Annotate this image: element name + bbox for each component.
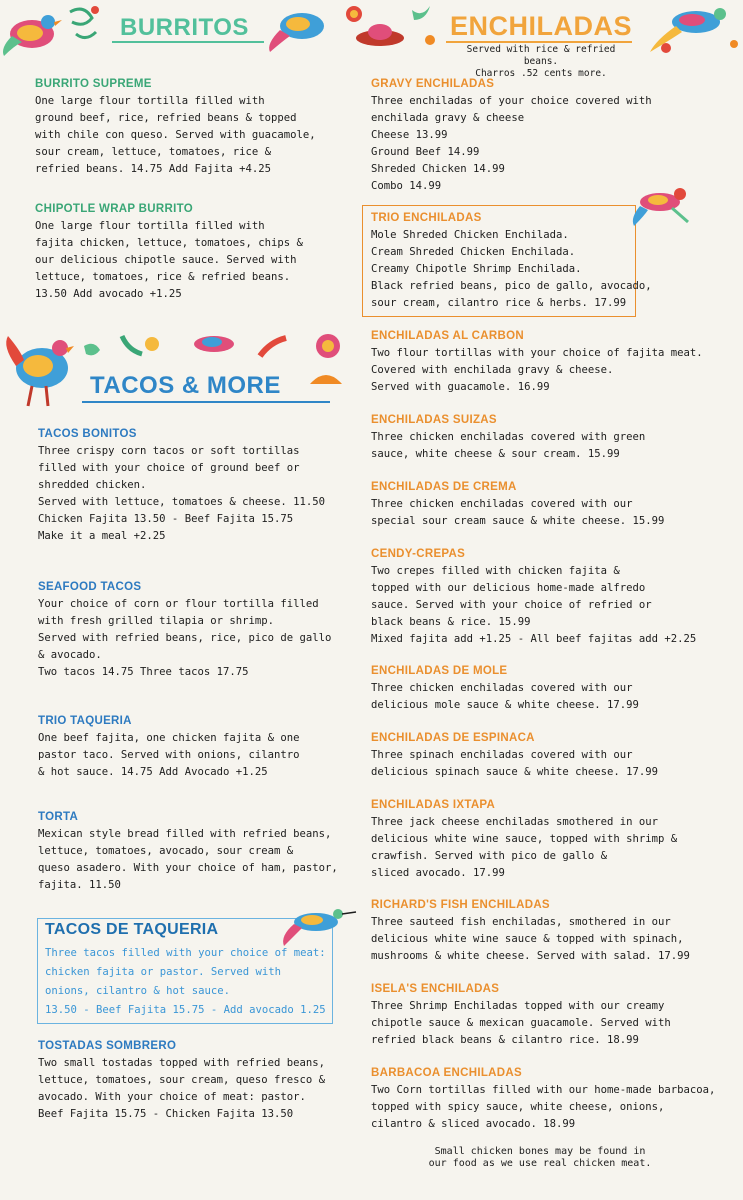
- item-description-line: Mexican style bread filled with refried beans,: [38, 828, 332, 840]
- menu-item-chipotle-wrap-burrito: [35, 203, 303, 303]
- item-name: TORTA: [38, 811, 79, 823]
- item-name: ENCHILADAS DE MOLE: [371, 665, 508, 677]
- menu-item-barbacoa-enchiladas: [371, 1067, 715, 1133]
- item-description-line: fajita. 11.50: [38, 879, 121, 891]
- item-description-line: Beef Fajita 15.75 - Chicken Fajita 13.50: [38, 1108, 294, 1120]
- item-name: ENCHILADAS AL CARBON: [371, 330, 524, 342]
- item-description-line: chicken fajita or pastor. Served with: [45, 966, 281, 978]
- item-description-line: refried beans. 14.75 Add Fajita +4.25: [35, 163, 271, 175]
- menu-item-tostadas-sombrero: [38, 1040, 325, 1123]
- item-description-line: Three tacos filled with your choice of meat:: [45, 947, 326, 959]
- menu-item-enchiladas-al-carbon: [371, 330, 703, 396]
- item-name: SEAFOOD TACOS: [38, 581, 142, 593]
- item-description-line: Served with lettuce, tomatoes & cheese. 11.50: [38, 496, 326, 508]
- item-description-line: queso asadero. With your choice of ham, pastor,: [38, 862, 338, 874]
- item-description-line: Three chicken enchiladas covered with our: [371, 498, 633, 510]
- menu-item-iselas-enchiladas: [371, 983, 671, 1049]
- item-description-line: chipotle sauce & mexican guacamole. Served with: [371, 1017, 671, 1029]
- item-description-line: mushrooms & white cheese. Served with salad. 17.99: [371, 950, 690, 962]
- item-description-line: fajita chicken, lettuce, tomatoes, chips &: [35, 237, 303, 249]
- item-description-line: Shreded Chicken 14.99: [371, 163, 505, 175]
- item-description-line: black beans & rice. 15.99: [371, 616, 531, 628]
- item-description-line: & avocado.: [38, 649, 102, 661]
- item-description-line: onions, cilantro & hot sauce.: [45, 985, 230, 997]
- item-description-line: sauce. Served with your choice of refried or: [371, 599, 652, 611]
- item-description-line: pastor taco. Served with onions, cilantro: [38, 749, 300, 761]
- burritos-underline: [112, 41, 264, 43]
- item-description-line: One beef fajita, one chicken fajita & one: [38, 732, 300, 744]
- item-description-line: lettuce, tomatoes, sour cream, queso fresco &: [38, 1074, 326, 1086]
- folk-art-parrot-decoration: [636, 0, 743, 56]
- item-name: ENCHILADAS SUIZAS: [371, 414, 497, 426]
- item-description-line: lettuce, tomatoes, avocado, sour cream &: [38, 845, 294, 857]
- item-name: TACOS BONITOS: [38, 428, 137, 440]
- item-description-line: crawfish. Served with pico de gallo &: [371, 850, 607, 862]
- chicken-bones-notice: Small chicken bones may be found in our food as we use real chicken meat.: [428, 1146, 652, 1169]
- item-description-line: Combo 14.99: [371, 180, 442, 192]
- menu-item-richards-fish-enchiladas: [371, 899, 690, 965]
- hummingbird-decoration: [278, 896, 358, 950]
- item-description-line: sliced avocado. 17.99: [371, 867, 505, 879]
- item-name: BARBACOA ENCHILADAS: [371, 1067, 522, 1079]
- item-description-line: One large flour tortilla filled with: [35, 220, 265, 232]
- tacos-and-more-heading: TACOS & MORE: [90, 372, 281, 399]
- item-description-line: sauce, white cheese & sour cream. 15.99: [371, 448, 620, 460]
- item-description-line: Three jack cheese enchiladas smothered in our: [371, 816, 659, 828]
- item-description-line: Covered with enchilada gravy & cheese.: [371, 364, 614, 376]
- item-description-line: with fresh grilled tilapia or shrimp.: [38, 615, 274, 627]
- item-description-line: Served with guacamole. 16.99: [371, 381, 550, 393]
- item-description-line: Your choice of corn or flour tortilla filled: [38, 598, 319, 610]
- folk-art-birds-decoration: [262, 0, 442, 56]
- item-description-line: sour cream, cilantro rice & herbs. 17.99: [371, 297, 627, 309]
- item-description-line: ground beef, rice, refried beans & topped: [35, 112, 297, 124]
- item-description-line: Mixed fajita add +1.25 - All beef fajitas add +2.25: [371, 633, 697, 645]
- item-description-line: Two crepes filled with chicken fajita &: [371, 565, 620, 577]
- menu-item-enchiladas-ixtapa: [371, 799, 677, 882]
- item-name: TOSTADAS SOMBRERO: [38, 1040, 177, 1052]
- item-name: TRIO TAQUERIA: [38, 715, 132, 727]
- item-description-line: our delicious chipotle sauce. Served with: [35, 254, 297, 266]
- folk-art-bird-decoration: [0, 0, 110, 58]
- item-description-line: Two flour tortillas with your choice of fajita meat.: [371, 347, 703, 359]
- item-description-line: delicious white wine sauce & topped with spinach,: [371, 933, 684, 945]
- item-description-line: 13.50 Add avocado +1.25: [35, 288, 182, 300]
- menu-item-gravy-enchiladas: [371, 78, 652, 195]
- menu-item-trio-taqueria: [38, 715, 300, 781]
- menu-item-seafood-tacos: [38, 581, 331, 681]
- item-description-line: & hot sauce. 14.75 Add Avocado +1.25: [38, 766, 268, 778]
- item-name: BURRITO SUPREME: [35, 78, 152, 90]
- menu-item-torta: [38, 811, 338, 894]
- item-description-line: Three chicken enchiladas covered with green: [371, 431, 646, 443]
- item-name: ISELA'S ENCHILADAS: [371, 983, 500, 995]
- item-description-line: Mole Shreded Chicken Enchilada.: [371, 229, 569, 241]
- menu-item-trio-enchiladas: [371, 212, 652, 312]
- item-name: ENCHILADAS IXTAPA: [371, 799, 496, 811]
- item-description-line: Three sauteed fish enchiladas, smothered in our: [371, 916, 671, 928]
- menu-item-enchiladas-suizas: [371, 414, 645, 463]
- item-description-line: with chile con queso. Served with guacamole,: [35, 129, 316, 141]
- item-description-line: Make it a meal +2.25: [38, 530, 166, 542]
- item-name: TRIO ENCHILADAS: [371, 212, 482, 224]
- item-description-line: Three Shrimp Enchiladas topped with our creamy: [371, 1000, 665, 1012]
- menu-item-enchiladas-de-mole: [371, 665, 639, 714]
- item-description-line: cilantro & sliced avocado. 18.99: [371, 1118, 576, 1130]
- item-description-line: Served with refried beans, rice, pico de gallo: [38, 632, 332, 644]
- menu-item-tacos-bonitos: [38, 428, 325, 545]
- menu-item-burrito-supreme: [35, 78, 316, 178]
- item-description-line: Chicken Fajita 13.50 - Beef Fajita 15.75: [38, 513, 294, 525]
- menu-item-enchiladas-de-espinaca: [371, 732, 658, 781]
- enchiladas-underline: [446, 41, 632, 43]
- item-description-line: Three spinach enchiladas covered with our: [371, 749, 633, 761]
- item-description-line: Three crispy corn tacos or soft tortillas: [38, 445, 300, 457]
- item-description-line: lettuce, tomatoes, rice & refried beans.: [35, 271, 291, 283]
- item-description-line: Cheese 13.99: [371, 129, 448, 141]
- item-description-line: Black refried beans, pico de gallo, avocado,: [371, 280, 652, 292]
- item-name: GRAVY ENCHILADAS: [371, 78, 495, 90]
- item-description-line: shredded chicken.: [38, 479, 147, 491]
- item-description-line: topped with our delicious home-made alfredo: [371, 582, 646, 594]
- enchiladas-subtitle: Served with rice & refried beans. Charros .52 cents more.: [466, 44, 616, 79]
- item-description-line: Cream Shreded Chicken Enchilada.: [371, 246, 576, 258]
- item-description-line: enchilada gravy & cheese: [371, 112, 525, 124]
- item-description-line: delicious white wine sauce, topped with shrimp &: [371, 833, 678, 845]
- menu-item-cendy-crepas: [371, 548, 696, 648]
- item-description-line: avocado. With your choice of meat: pastor.: [38, 1091, 306, 1103]
- item-description-line: sour cream, lettuce, tomatoes, rice &: [35, 146, 271, 158]
- item-description-line: 13.50 - Beef Fajita 15.75 - Add avocado 1.25: [45, 1004, 326, 1016]
- item-name: CHIPOTLE WRAP BURRITO: [35, 203, 193, 215]
- item-name: CENDY-CREPAS: [371, 548, 466, 560]
- item-description-line: refried black beans & cilantro rice. 18.99: [371, 1034, 639, 1046]
- menu-item-enchiladas-de-crema: [371, 481, 664, 530]
- item-name: ENCHILADAS DE ESPINACA: [371, 732, 535, 744]
- tacos-de-taqueria-title: TACOS DE TAQUERIA: [45, 921, 219, 938]
- item-description-line: Two small tostadas topped with refried beans,: [38, 1057, 326, 1069]
- item-description-line: Three chicken enchiladas covered with our: [371, 682, 633, 694]
- item-description-line: One large flour tortilla filled with: [35, 95, 265, 107]
- item-description-line: Ground Beef 14.99: [371, 146, 480, 158]
- item-name: ENCHILADAS DE CREMA: [371, 481, 517, 493]
- burritos-heading: BURRITOS: [120, 14, 249, 41]
- item-description-line: Creamy Chipotle Shrimp Enchilada.: [371, 263, 582, 275]
- item-description-line: delicious spinach sauce & white cheese. 17.99: [371, 766, 659, 778]
- item-name: RICHARD'S FISH ENCHILADAS: [371, 899, 550, 911]
- tacos-underline: [82, 401, 330, 403]
- item-description-line: Two tacos 14.75 Three tacos 17.75: [38, 666, 249, 678]
- tacos-de-taqueria-description: [45, 944, 326, 1020]
- enchiladas-heading: ENCHILADAS: [450, 11, 633, 41]
- item-description-line: special sour cream sauce & white cheese. 15.99: [371, 515, 665, 527]
- item-description-line: delicious mole sauce & white cheese. 17.99: [371, 699, 639, 711]
- item-description-line: Three enchiladas of your choice covered with: [371, 95, 652, 107]
- item-description-line: topped with spicy sauce, white cheese, onions,: [371, 1101, 665, 1113]
- item-description-line: Two Corn tortillas filled with our home-made barbacoa,: [371, 1084, 716, 1096]
- item-description-line: filled with your choice of ground beef or: [38, 462, 300, 474]
